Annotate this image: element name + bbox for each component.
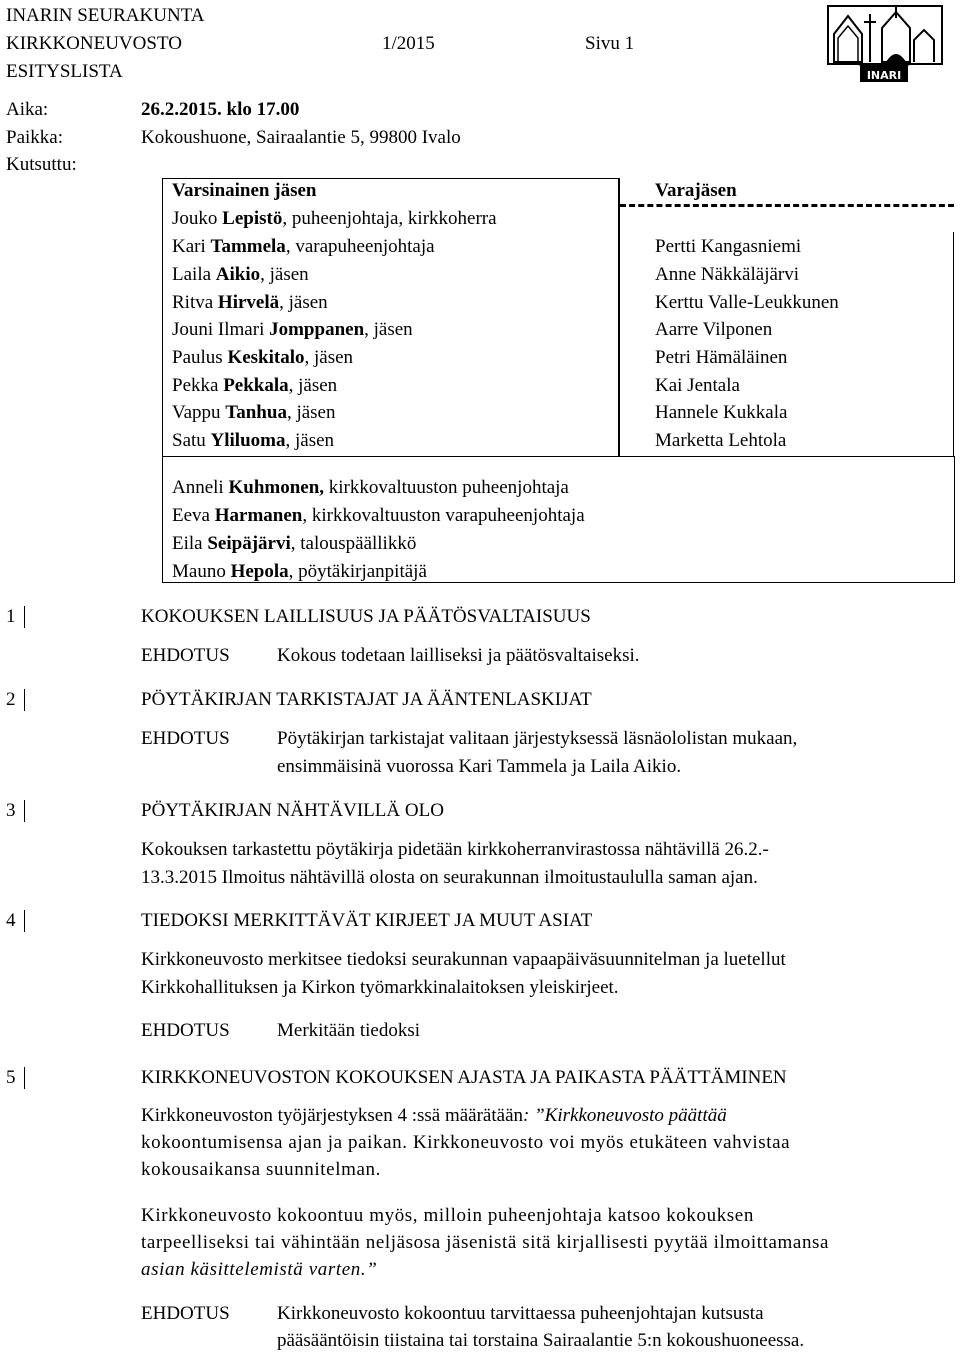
section-2-title: PÖYTÄKIRJAN TARKISTAJAT JA ÄÄNTENLASKIJAT: [141, 689, 592, 710]
section-mark-icon: [20, 1067, 30, 1089]
section-mark-icon: [20, 800, 30, 822]
section-5-para1-line2: kokoontumisensa ajan ja paikan. Kirkkoneuvosto voi myös etukäteen vahvistaa: [141, 1132, 791, 1153]
deputy-member: Pertti Kangasniemi: [655, 236, 802, 257]
deputy-member: Kerttu Valle-Leukkunen: [655, 292, 839, 313]
table-top-border: [162, 178, 619, 179]
member-row: Pekka Pekkala, jäsen: [172, 375, 338, 396]
member-row: Kari Tammela, varapuheenjohtaja: [172, 236, 435, 257]
column-header-deputy: Varajäsen: [655, 180, 737, 201]
table-left-border: [162, 178, 163, 456]
table-right-border: [953, 232, 954, 456]
section-4-proposal-label: EHDOTUS: [141, 1020, 230, 1041]
section-1-number: 1: [6, 606, 16, 627]
other-attendee: Eeva Harmanen, kirkkovaltuuston varapuheenjohtaja: [172, 505, 585, 526]
other-attendee: Eila Seipäjärvi, talouspäällikkö: [172, 533, 417, 554]
section-4-proposal: Merkitään tiedoksi: [277, 1020, 420, 1041]
section-4-title: TIEDOKSI MERKITTÄVÄT KIRJEET JA MUUT ASIAT: [141, 910, 593, 931]
section-5-proposal-line2: pääsääntöisin tiistaina tai torstaina Sairaalantie 5:n kokoushuoneessa.: [277, 1330, 805, 1351]
section-3-number: 3: [6, 800, 16, 821]
section-5-proposal-line1: Kirkkoneuvosto kokoontuu tarvittaessa puheenjohtajan kutsusta: [277, 1303, 764, 1324]
section-mark-icon: [20, 689, 30, 711]
board-name: KIRKKONEUVOSTO: [6, 33, 182, 54]
time-value: 26.2.2015. klo 17.00: [141, 99, 300, 120]
member-chair: Jouko Lepistö, puheenjohtaja, kirkkoherra: [172, 208, 497, 229]
section-1-proposal-label: EHDOTUS: [141, 645, 230, 666]
place-label: Paikka:: [6, 127, 63, 148]
deputy-member: Anne Näkkäläjärvi: [655, 264, 800, 285]
section-4-number: 4: [6, 910, 16, 931]
deputy-member: Hannele Kukkala: [655, 402, 788, 423]
section-2-proposal-line1: Pöytäkirjan tarkistajat valitaan järjestyksessä läsnäololistan mukaan,: [277, 728, 798, 749]
section-5-number: 5: [6, 1067, 16, 1088]
org-name: INARIN SEURAKUNTA: [6, 5, 205, 26]
section-2-proposal-line2: ensimmäisinä vuorossa Kari Tammela ja Laila Aikio.: [277, 756, 682, 777]
meeting-number: 1/2015: [382, 33, 435, 54]
section-5-title: KIRKKONEUVOSTON KOKOUKSEN AJASTA JA PAIKASTA PÄÄTTÄMINEN: [141, 1067, 787, 1088]
deputy-member: Marketta Lehtola: [655, 430, 787, 451]
section-5-para1-line1: Kirkkoneuvoston työjärjestyksen 4 :ssä määrätään: ”Kirkkoneuvosto päättää: [141, 1105, 727, 1126]
section-2-proposal-label: EHDOTUS: [141, 728, 230, 749]
other-attendee: Mauno Hepola, pöytäkirjanpitäjä: [172, 561, 427, 582]
section-mark-icon: [20, 910, 30, 932]
table-middle-border: [618, 178, 620, 456]
document-type: ESITYSLISTA: [6, 61, 123, 82]
member-row: Satu Yliluoma, jäsen: [172, 430, 335, 451]
deputy-member: Petri Hämäläinen: [655, 347, 788, 368]
other-attendee: Anneli Kuhmonen, kirkkovaltuuston puheenjohtaja: [172, 477, 569, 498]
section-2-number: 2: [6, 689, 16, 710]
section-1-title: KOKOUKSEN LAILLISUUS JA PÄÄTÖSVALTAISUUS: [141, 606, 591, 627]
deputy-member: Aarre Vilponen: [655, 319, 773, 340]
section-1-proposal: Kokous todetaan lailliseksi ja päätösvaltaiseksi.: [277, 645, 640, 666]
page-number: Sivu 1: [585, 33, 635, 54]
member-row: Laila Aikio, jäsen: [172, 264, 309, 285]
member-row: Vappu Tanhua, jäsen: [172, 402, 336, 423]
section-3-title: PÖYTÄKIRJAN NÄHTÄVILLÄ OLO: [141, 800, 444, 821]
deputy-member: Kai Jentala: [655, 375, 740, 396]
section-5-para1-line3: kokousaikansa suunnitelman.: [141, 1159, 381, 1180]
deputy-header-rule: [620, 204, 954, 207]
member-row: Jouni Ilmari Jomppanen, jäsen: [172, 319, 413, 340]
invited-label: Kutsuttu:: [6, 154, 77, 175]
section-mark-icon: [20, 606, 30, 628]
section-3-text-line1: Kokouksen tarkastettu pöytäkirja pidetään kirkkoherranvirastossa nähtävillä 26.2.-: [141, 839, 769, 860]
section-5-para2-line3: asian käsittelemistä varten.”: [141, 1259, 378, 1280]
section-5-para2-line2: tarpeelliseksi tai vähintään neljäsosa jäsenistä sitä kirjallisesti pyytää ilmoittamansa: [141, 1232, 830, 1253]
section-4-text-line2: Kirkkohallituksen ja Kirkon työmarkkinalaitoksen yleiskirjeet.: [141, 977, 619, 998]
section-5-para2-line1: Kirkkoneuvosto kokoontuu myös, milloin puheenjohtaja katsoo kokouksen: [141, 1205, 754, 1226]
member-row: Ritva Hirvelä, jäsen: [172, 292, 328, 313]
section-3-text-line2: 13.3.2015 Ilmoitus nähtävillä olosta on seurakunnan ilmoitustaululla saman ajan.: [141, 867, 758, 888]
place-value: Kokoushuone, Sairaalantie 5, 99800 Ivalo: [141, 127, 461, 148]
section-5-proposal-label: EHDOTUS: [141, 1303, 230, 1324]
member-row: Paulus Keskitalo, jäsen: [172, 347, 354, 368]
section-4-text-line1: Kirkkoneuvosto merkitsee tiedoksi seurakunnan vapaapäiväsuunnitelman ja luetellut: [141, 949, 786, 970]
time-label: Aika:: [6, 99, 49, 120]
column-header-main: Varsinainen jäsen: [172, 180, 317, 201]
logo-text: INARI: [866, 69, 902, 82]
church-logo-icon: [826, 4, 944, 90]
